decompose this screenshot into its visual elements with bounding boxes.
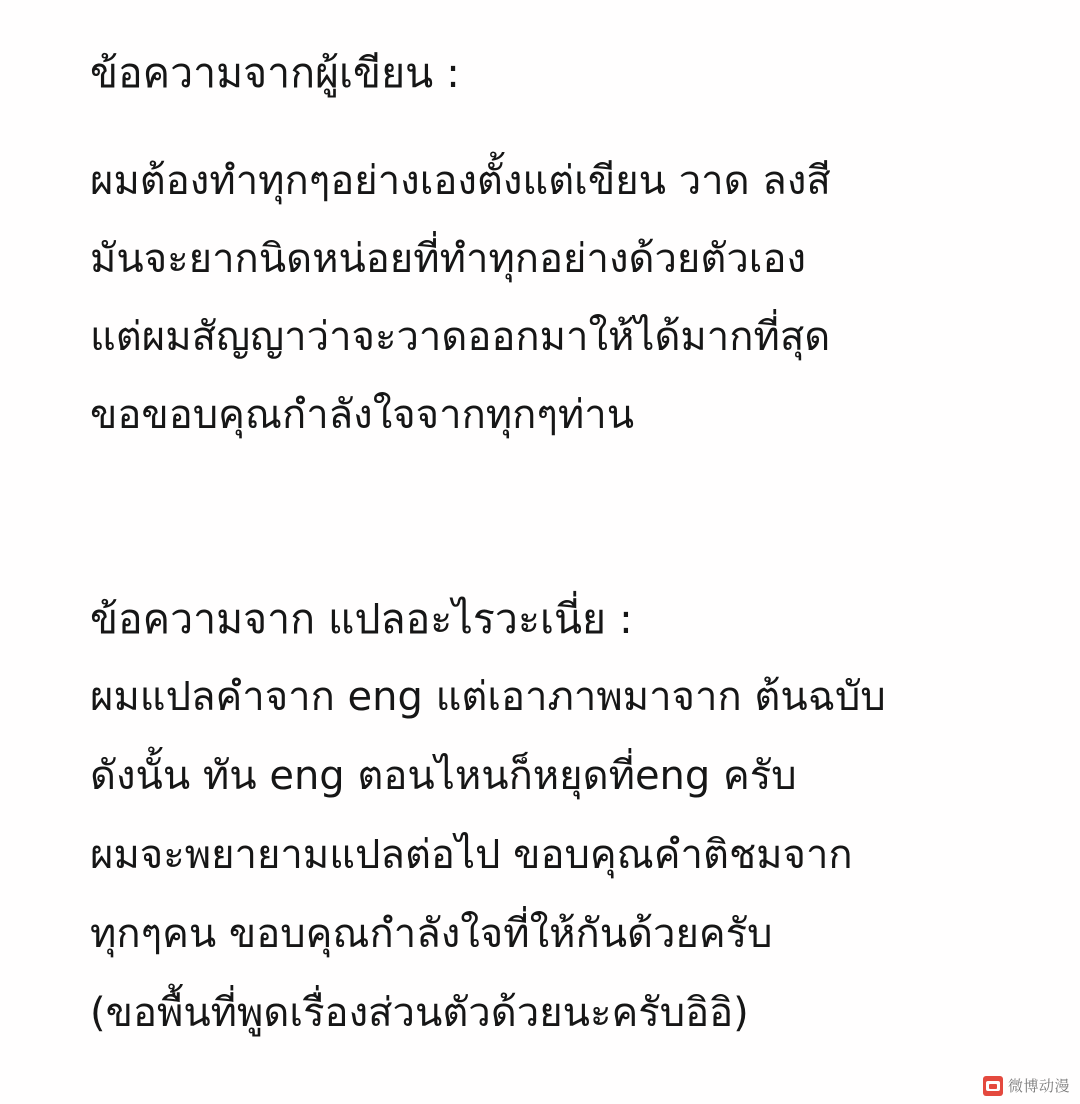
watermark (983, 1075, 1070, 1096)
translator-note-line: ทุกๆคน ขอบคุณกำลังใจที่ให้กันด้วยครับ (90, 911, 773, 957)
translator-note-line: ดังนั้น ทัน eng ตอนไหนก็หยุดที่eng ครับ (90, 753, 797, 799)
author-note-heading: ข้อความจากผู้เขียน : (90, 49, 460, 97)
translator-note-block (90, 588, 1020, 1053)
translator-note-line: ผมแปลคำจาก eng แต่เอาภาพมาจาก ต้นฉบับ (90, 674, 886, 720)
translator-note-line: (ขอพื้นที่พูดเรื่องส่วนตัวด้วยนะครับอิอิ) (90, 990, 749, 1036)
translator-note-heading: ข้อความจาก แปลอะไรวะเนี่ย : (90, 595, 633, 643)
watermark-label: 微博动漫 (1007, 1077, 1070, 1095)
weibo-comic-logo-icon (983, 1076, 1003, 1096)
author-note-line: แต่ผมสัญญาว่าจะวาดออกมาให้ได้มากที่สุด (90, 314, 831, 360)
author-note-block (90, 42, 1020, 454)
translator-note-line: ผมจะพยายามแปลต่อไป ขอบคุณคำติชมจาก (90, 832, 853, 878)
author-note-line: ขอขอบคุณกำลังใจจากทุกๆท่าน (90, 392, 635, 438)
author-note-line: ผมต้องทำทุกๆอย่างเองตั้งแต่เขียน วาด ลงสี (90, 158, 831, 204)
author-note-line: มันจะยากนิดหน่อยที่ทำทุกอย่างด้วยตัวเอง (90, 236, 807, 282)
